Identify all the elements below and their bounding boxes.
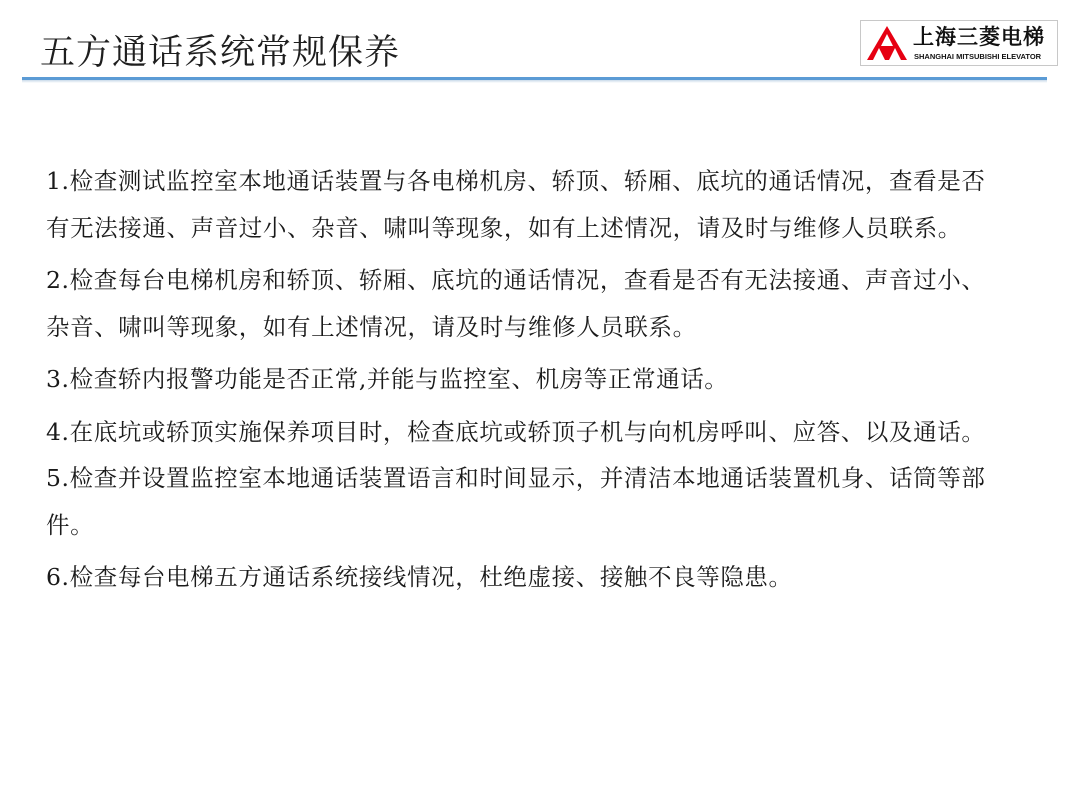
company-logo — [860, 20, 1058, 66]
logo-name-english: SHANGHAI MITSUBISHI ELEVATOR — [914, 52, 1042, 61]
list-item: 2.检查每台电梯机房和轿顶、轿厢、底坑的通话情况，查看是否有无法接通、声音过小、杂音、啸叫等现象，如有上述情况，请及时与维修人员联系。 — [46, 266, 986, 341]
list-item: 6.检查每台电梯五方通话系统接线情况，杜绝虚接、接触不良等隐患。 — [46, 563, 793, 591]
title-underline-shadow — [22, 80, 1047, 83]
slide-title: 五方通话系统常规保养 — [40, 33, 401, 73]
list-item: 4.在底坑或轿顶实施保养项目时，检查底坑或轿顶子机与向机房呼叫、应答、以及通话。5.检查并设置监控室本地通话装置语言和时间显示，并清洁本地通话装置机身、话筒等部件。 — [46, 417, 986, 539]
logo-name-chinese: 上海三菱电梯 — [913, 25, 1045, 49]
maintenance-list — [46, 158, 1006, 607]
red-triangle-mark-icon — [865, 24, 909, 62]
list-item: 1.检查测试监控室本地通话装置与各电梯机房、轿顶、轿厢、底坑的通话情况，查看是否有无法接通、声音过小、杂音、啸叫等现象，如有上述情况，请及时与维修人员联系。 — [46, 167, 986, 242]
list-item: 3.检查轿内报警功能是否正常,并能与监控室、机房等正常通话。 — [46, 365, 729, 393]
